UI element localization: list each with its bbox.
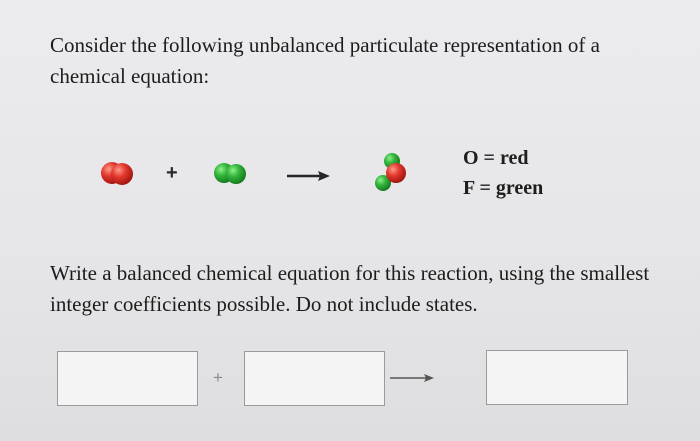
answer-plus-sign: + <box>213 368 223 387</box>
f2-molecule-icon <box>214 163 246 184</box>
answer-input-reactant-2[interactable] <box>244 351 385 406</box>
color-legend <box>463 143 543 203</box>
question-prompt: Consider the following unbalanced particulate representation of a chemical equation: <box>50 33 600 88</box>
answer-input-reactant-1[interactable] <box>57 351 198 406</box>
o2-molecule-icon <box>101 162 133 185</box>
of2-molecule-icon <box>375 153 406 191</box>
legend-oxygen: O = red <box>463 147 529 169</box>
answer-input-product[interactable] <box>486 350 628 405</box>
reaction-plus-sign: + <box>166 162 178 184</box>
legend-fluorine: F = green <box>463 177 544 199</box>
question-instruction: Write a balanced chemical equation for this reaction, using the smallest integer coefficients possible. Do not include states. <box>50 261 650 316</box>
answer-arrow-icon <box>390 374 434 382</box>
right-arrow-icon <box>287 171 330 181</box>
